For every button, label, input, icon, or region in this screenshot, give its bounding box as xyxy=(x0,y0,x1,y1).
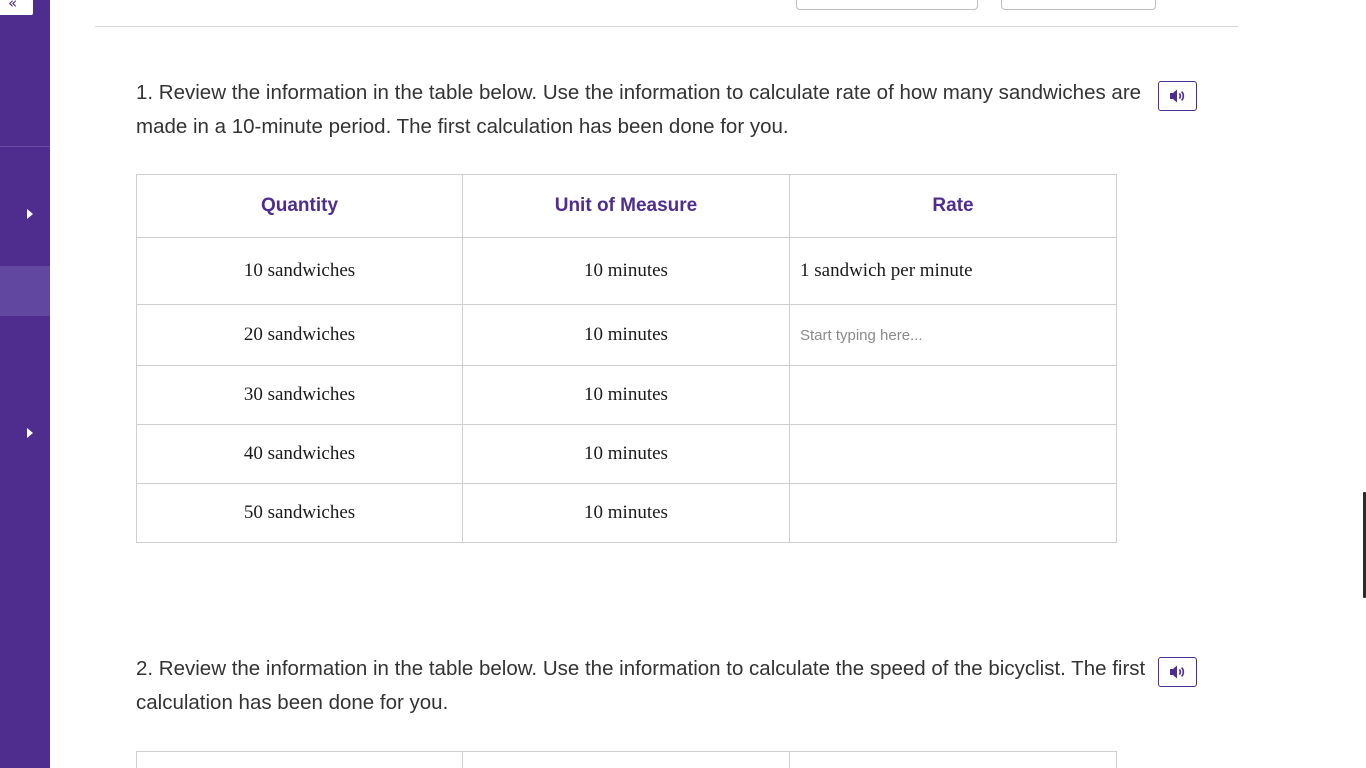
table-row xyxy=(137,425,1117,484)
speaker-icon xyxy=(1169,664,1187,680)
unit-cell: 10 minutes xyxy=(463,305,790,366)
question-2-audio-button[interactable] xyxy=(1158,657,1197,687)
column-header-rate: Rate xyxy=(790,175,1117,238)
rate-answer-input[interactable] xyxy=(800,327,1100,344)
top-button-right[interactable] xyxy=(1001,0,1156,10)
table-row xyxy=(137,238,1117,305)
sidebar-divider xyxy=(0,146,50,147)
caret-right-icon[interactable] xyxy=(27,428,33,438)
rate-answer-cell[interactable] xyxy=(790,425,1117,484)
rate-cell: 1 sandwich per minute xyxy=(790,238,1117,305)
caret-right-icon[interactable] xyxy=(27,209,33,219)
rate-answer-cell[interactable] xyxy=(790,305,1117,366)
question-1-audio-button[interactable] xyxy=(1158,81,1197,111)
unit-cell: 10 minutes xyxy=(463,238,790,305)
question-1-text: 1. Review the information in the table below. Use the information to calculate rate of how many sandwiches are made in a 10-minute period. The first calculation has been done for you. xyxy=(136,81,1142,138)
column-header-unit-of-measure: Unit of Measure xyxy=(463,175,790,238)
column-header xyxy=(137,752,463,768)
top-button-left[interactable] xyxy=(796,0,978,10)
table-row xyxy=(137,366,1117,425)
double-chevron-left-icon: « xyxy=(8,0,18,12)
rate-answer-cell[interactable] xyxy=(790,366,1117,425)
quantity-cell: 40 sandwiches xyxy=(137,425,463,484)
sandwich-rate-table xyxy=(136,174,1117,543)
quantity-cell: 20 sandwiches xyxy=(137,305,463,366)
quantity-cell: 30 sandwiches xyxy=(137,366,463,425)
unit-cell: 10 minutes xyxy=(463,484,790,543)
quantity-cell: 50 sandwiches xyxy=(137,484,463,543)
sidebar-item-active[interactable] xyxy=(0,266,50,316)
table-header-row xyxy=(137,175,1117,238)
table-header-row xyxy=(137,752,1117,768)
question-2-text: 2. Review the information in the table below. Use the information to calculate the speed of the bicyclist. The first calculation has been done for you. xyxy=(136,657,1146,714)
table-row xyxy=(137,484,1117,543)
collapse-sidebar-button[interactable] xyxy=(0,0,33,15)
left-sidebar xyxy=(0,0,50,768)
column-header-quantity: Quantity xyxy=(137,175,463,238)
unit-cell: 10 minutes xyxy=(463,366,790,425)
header-divider xyxy=(95,26,1238,27)
column-header xyxy=(463,752,790,768)
bicyclist-speed-table xyxy=(136,751,1117,768)
quantity-cell: 10 sandwiches xyxy=(137,238,463,305)
unit-cell: 10 minutes xyxy=(463,425,790,484)
speaker-icon xyxy=(1169,88,1187,104)
column-header xyxy=(790,752,1117,768)
rate-answer-cell[interactable] xyxy=(790,484,1117,543)
table-row xyxy=(137,305,1117,366)
